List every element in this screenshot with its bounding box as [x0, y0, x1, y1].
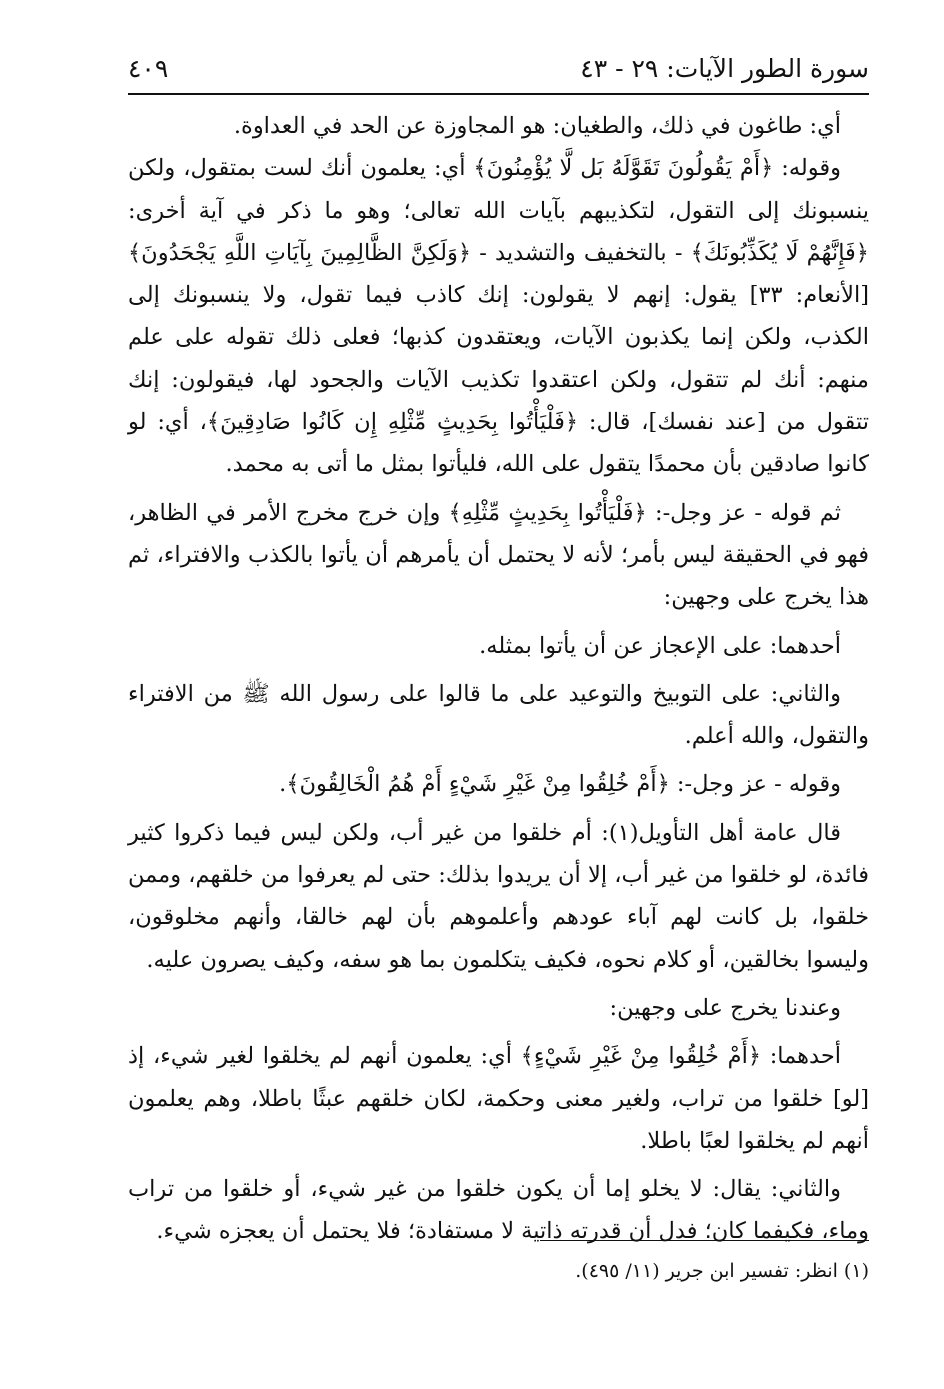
- footnote: (١) انظر: تفسير ابن جرير (١١/ ٤٩٥).: [575, 1260, 869, 1282]
- page-number: ٤٠٩: [128, 53, 169, 83]
- paragraph: أحدهما: ﴿أَمْ خُلِقُوا مِنْ غَيْرِ شَيْءٍ﴾ أي: يعلمون أنهم لم يخلقوا لغير شيء، إذ [لو] خلقوا من تراب، ولغير معنى وحكمة، لكان خلقهم عبثًا باطلا، وهم يعلمون أنهم لم يخلقوا لعبًا باطلا.: [128, 1043, 869, 1154]
- paragraph: وعندنا يخرج على وجهين:: [609, 994, 841, 1021]
- paragraph: وقوله: ﴿أَمْ يَقُولُونَ تَقَوَّلَهُ بَل لَّا يُؤْمِنُونَ﴾ أي: يعلمون أنك لست بمتقول، ولكن ينسبونك إلى التقول، لتكذيبهم بآيات الله تعالى؛ وهو ما ذكر في آية أخرى: ﴿فَإِنَّهُمْ لَا يُكَذِّبُونَكَ﴾ - بالتخفيف والتشديد - ﴿وَلَكِنَّ الظَّالِمِينَ بِآيَاتِ اللَّهِ يَجْحَدُونَ﴾ [الأنعام: ٣٣] يقول: إنهم لا يقولون: إنك كاذب فيما تقول، ولا ينسبونك إلى الكذب، ولكن إنما يكذبون الآيات، ويعتقدون كذبها؛ فعلى ذلك تقوله على علم منهم: أنك لم تتقول، ولكن اعتقدوا تكذيب الآيات والجحود لها، فيقولون: إنك تتقول من [عند نفسك]، قال: ﴿فَلْيَأْتُوا بِحَدِيثٍ مِّثْلِهِ إِن كَانُوا صَادِقِينَ﴾، أي: لو كانوا صادقين بأن محمدًا يتقول على الله، فليأتوا بمثل ما أتى به محمد.: [128, 155, 869, 478]
- paragraph: ثم قوله - عز وجل-: ﴿فَلْيَأْتُوا بِحَدِيثٍ مِّثْلِهِ﴾ وإن خرج مخرج الأمر في الظاهر، فهو في الحقيقة ليس بأمر؛ لأنه لا يحتمل أن يأمرهم أن يأتوا بالكذب والافتراء، ثم هذا يخرج على وجهين:: [128, 499, 869, 611]
- footnote-divider: [540, 1240, 869, 1241]
- paragraph: والثاني: يقال: لا يخلو إما أن يكون خلقوا من غير شيء، أو خلقوا من تراب وماء، فكيفما كان؛ فدل أن قدرته ذاتية لا مستفادة؛ فلا يحتمل أن يعجزه شيء.: [128, 1176, 869, 1245]
- main-text: [128, 105, 869, 1253]
- header-divider: [128, 93, 869, 95]
- paragraph: أحدهما: على الإعجاز عن أن يأتوا بمثله.: [479, 632, 841, 659]
- paragraph: والثاني: على التوبيخ والتوعيد على ما قالوا على رسول الله ﷺ من الافتراء والتقول، والله أعلم.: [128, 680, 869, 750]
- surah-title: سورة الطور الآيات: ٢٩ - ٤٣: [580, 53, 869, 83]
- paragraph: وقوله - عز وجل-: ﴿أَمْ خُلِقُوا مِنْ غَيْرِ شَيْءٍ أَمْ هُمُ الْخَالِقُونَ﴾.: [279, 771, 841, 798]
- paragraph: أي: طاغون في ذلك، والطغيان: هو المجاوزة عن الحد في العداوة.: [233, 113, 841, 139]
- paragraph: قال عامة أهل التأويل(١): أم خلقوا من غير أب، ولكن ليس فيما ذكروا كثير فائدة، لو خلقوا من غير أب، إلا أن يريدوا بذلك: حتى لم يعرفوا من خلقهم، وممن خلقوا، بل كانت لهم آباء عودهم وأعلموهم بأن لهم خالقا، وأنهم مخلوقون، وليسوا بخالقين، أو كلام نحوه، فكيف يتكلمون بما هو سفه، وكيف يصرون عليه.: [128, 819, 869, 973]
- running-header: [128, 48, 869, 88]
